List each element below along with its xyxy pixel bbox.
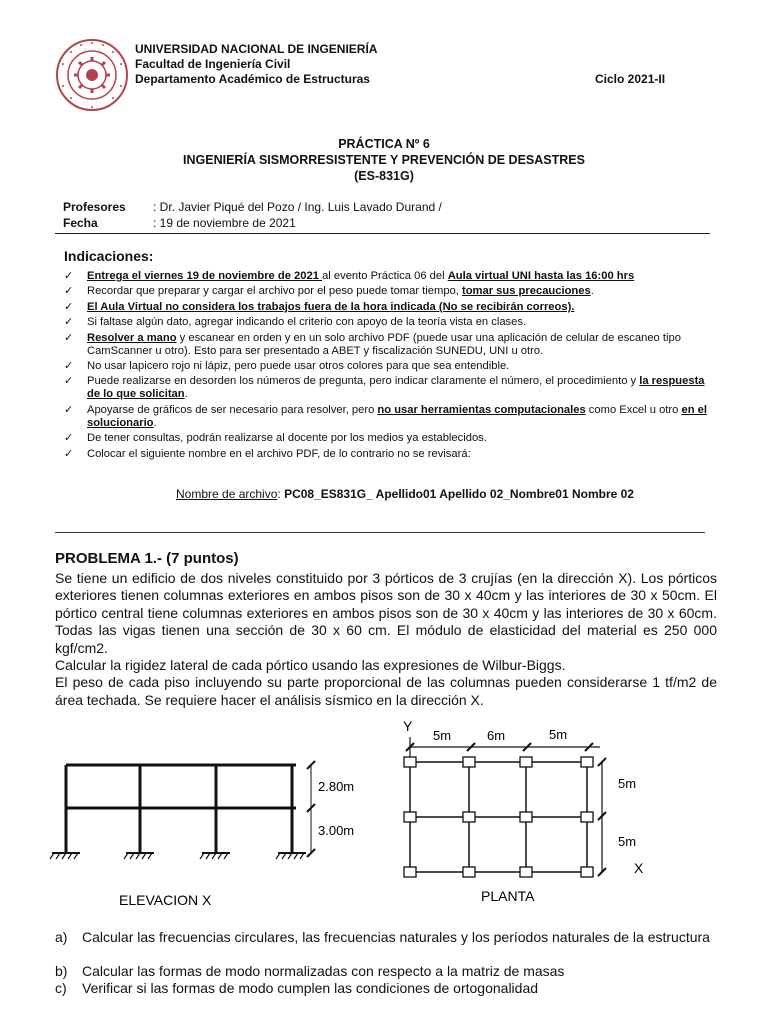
indication-item	[64, 316, 714, 329]
indication-item	[64, 448, 714, 461]
emphasized-text: El Aula Virtual no considera los trabajos fuera de la hora indicada (No se recibirán correos).	[87, 300, 575, 313]
indication-item	[64, 360, 714, 373]
university-name: UNIVERSIDAD NACIONAL DE INGENIERÍA	[135, 42, 378, 56]
question-a	[55, 929, 725, 946]
date-value: : 19 de noviembre de 2021	[153, 216, 296, 230]
span-label-2: 6m	[487, 728, 506, 743]
height-top-label: 2.80m	[318, 779, 355, 794]
university-seal-logo	[55, 38, 129, 112]
indication-item	[64, 404, 714, 430]
question-label: a)	[55, 929, 68, 945]
plan-grid	[410, 762, 587, 872]
emphasized-text: Resolver a mano	[87, 331, 177, 344]
indication-item	[64, 301, 714, 314]
indication-text: y escanear en orden y en un solo archivo PDF (puede usar una aplicación de celular de escaneo tipo CamScanner u otro). Esto para ser presentado a ABET y fiscalización SUNEDU, UNI u otro.	[87, 331, 681, 357]
checkmark-icon: ✓	[64, 359, 74, 372]
practice-title: PRÁCTICA Nº 6	[338, 137, 430, 151]
section-divider	[55, 532, 705, 533]
filename-label: Nombre de archivo	[176, 487, 278, 501]
indication-text: Apoyarse de gráficos de ser necesario para resolver, pero	[87, 403, 378, 416]
dimension-line	[307, 761, 315, 857]
filename-value: PC08_ES831G_ Apellido01 Apellido 02_Nombre01 Nombre 02	[284, 487, 634, 501]
plan-diagram	[395, 715, 655, 925]
professors-value: : Dr. Javier Piqué del Pozo / Ing. Luis Lavado Durand /	[153, 200, 442, 214]
question-label: c)	[55, 980, 67, 996]
emphasized-text: la respuesta de lo que solicitan	[87, 375, 705, 401]
elevation-diagram	[40, 745, 370, 935]
question-text: Calcular las formas de modo normalizadas con respecto a la matriz de masas	[82, 963, 565, 979]
checkmark-icon: ✓	[64, 316, 74, 329]
indication-text: .	[590, 285, 594, 298]
question-label: b)	[55, 963, 68, 979]
filename-line: Nombre de archivo: PC08_ES831G_ Apellido01 Apellido 02_Nombre01 Nombre 02	[176, 487, 634, 501]
indication-text: .	[184, 388, 188, 401]
checkmark-icon: ✓	[64, 270, 74, 282]
bay-label-2: 5m	[618, 834, 637, 849]
indication-item	[64, 332, 714, 358]
professors-label: Profesores	[63, 200, 126, 214]
checkmark-icon: ✓	[64, 285, 74, 298]
indication-item	[64, 375, 714, 401]
x-axis-label: X	[634, 860, 644, 876]
indication-text: De tener consultas, podrán realizarse al docente por los medios ya establecidos.	[87, 432, 487, 445]
indication-text: Recordar que preparar y cargar el archivo por el peso puede tomar tiempo,	[87, 285, 462, 298]
indication-text: como Excel u otro	[585, 403, 682, 416]
emphasized-text: Entrega el viernes 19 de noviembre de 2021	[87, 270, 323, 282]
question-text: Verificar si las formas de modo cumplen las condiciones de ortogonalidad	[82, 980, 539, 996]
problem-paragraph: Se tiene un edificio de dos niveles constituido por 3 pórticos de 3 crujías (en la dirección X). Los pórticos exteriores tienen columnas exteriores en ambos pisos son de 30 x 40cm y las interiores de 30 x 50cm. El pórtico central tiene columnas exteriores en ambos pisos son de 30 x 40cm y las interiores de 30 x 60cm. Todas las vigas tienen una sección de 30 x 60 cm. El módulo de elasticidad del material es 250 000 kgf/cm2.	[55, 570, 717, 656]
height-bottom-label: 3.00m	[318, 823, 355, 838]
date-label: Fecha	[63, 216, 98, 230]
course-code: (ES-831G)	[354, 169, 414, 183]
checkmark-icon: ✓	[64, 447, 74, 460]
problem-statement	[55, 570, 717, 709]
checkmark-icon: ✓	[64, 375, 74, 388]
course-title: INGENIERÍA SISMORRESISTENTE Y PREVENCIÓN DE DESASTRES	[183, 153, 585, 167]
problem-paragraph: Calcular la rigidez lateral de cada pórtico usando las expresiones de Wilbur-Biggs.	[55, 657, 566, 674]
elevation-caption: ELEVACION X	[119, 892, 212, 908]
indication-text: Colocar el siguiente nombre en el archivo PDF, de lo contrario no se revisará:	[87, 447, 471, 460]
indication-text: al evento Práctica 06 del	[322, 270, 448, 282]
indications-heading: Indicaciones:	[64, 248, 154, 264]
emphasized-text: en el solucionario	[87, 403, 707, 429]
checkmark-icon: ✓	[64, 300, 74, 313]
indication-text: No usar lapicero rojo ni lápiz, pero puede usar otros colores para que sea entendible.	[87, 359, 510, 372]
y-axis-label: Y	[403, 718, 413, 734]
span-label-1: 5m	[433, 728, 452, 743]
emphasized-text: tomar sus precauciones	[461, 285, 591, 298]
indication-item	[64, 270, 714, 283]
problem-paragraph: El peso de cada piso incluyendo su parte proporcional de las columnas pueden considerarse 1 tf/m2 de área techada. Se requiere hacer el análisis sísmico en la dirección X.	[55, 674, 717, 708]
indication-text: Si faltase algún dato, agregar indicando el criterio con apoyo de la teoría vista en clases.	[87, 316, 527, 329]
checkmark-icon: ✓	[64, 403, 74, 416]
indications-list	[64, 270, 714, 463]
department-name: Departamento Académico de Estructuras	[135, 72, 370, 86]
question-text: Calcular las frecuencias circulares, las frecuencias naturales y los períodos naturales de la estructura	[82, 929, 710, 945]
checkmark-icon: ✓	[64, 331, 74, 344]
cycle-label: Ciclo 2021-II	[595, 72, 666, 86]
question-b	[55, 963, 725, 980]
emphasized-text: Aula virtual UNI hasta las 16:00 hrs	[447, 270, 635, 282]
indication-text: Puede realizarse en desorden los números de pregunta, pero indicar claramente el número, el procedimiento y	[87, 375, 640, 388]
problem-heading: PROBLEMA 1.- (7 puntos)	[55, 550, 239, 567]
indication-text: .	[153, 416, 157, 429]
top-dimension-line	[406, 743, 600, 751]
span-label-3: 5m	[549, 727, 568, 742]
faculty-name: Facultad de Ingeniería Civil	[135, 57, 291, 71]
bay-label-1: 5m	[618, 776, 637, 791]
emphasized-text: no usar herramientas computacionales	[377, 403, 586, 416]
plan-caption: PLANTA	[481, 888, 535, 904]
header-divider	[55, 233, 710, 234]
question-c	[55, 980, 725, 997]
indication-item	[64, 285, 714, 298]
checkmark-icon: ✓	[64, 432, 74, 445]
indication-item	[64, 432, 714, 445]
fixed-supports	[50, 853, 306, 859]
right-dimension-line	[598, 758, 606, 876]
